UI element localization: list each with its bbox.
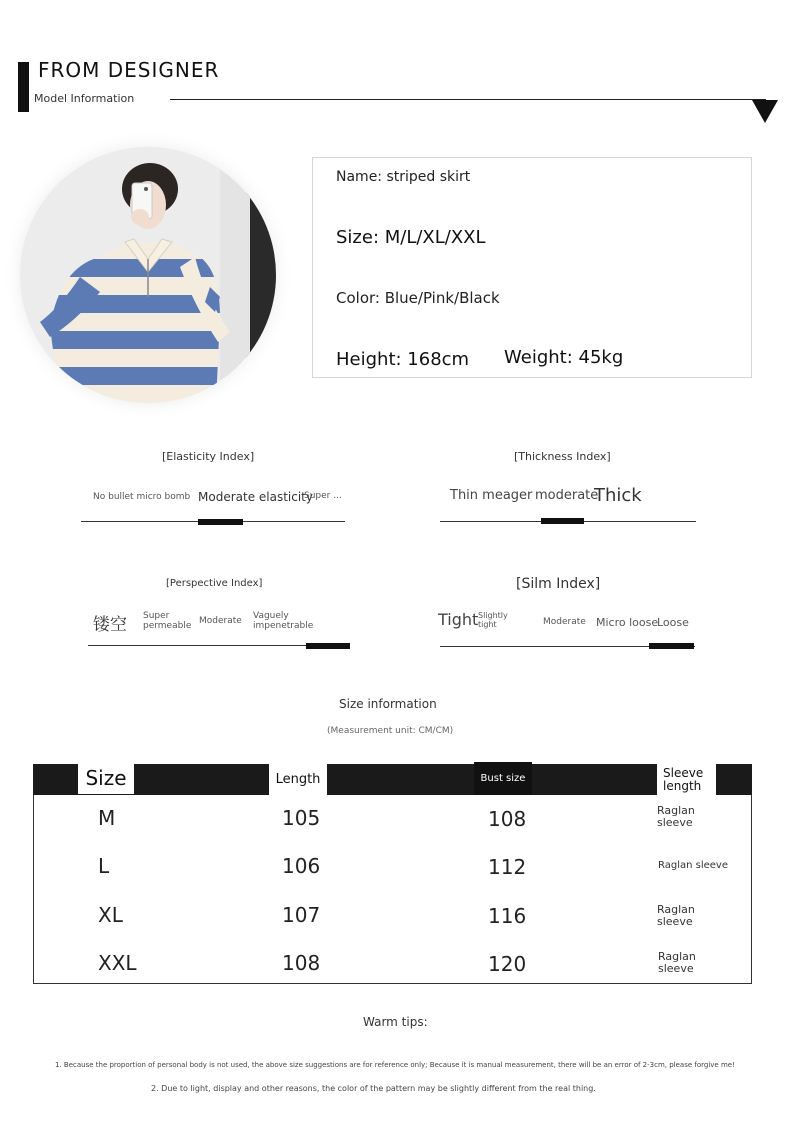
model-size: Size: M/L/XL/XXL [336, 227, 486, 248]
size-table [33, 764, 752, 984]
header-size: Size [78, 762, 134, 794]
warm-tips-title: Warm tips: [363, 1015, 428, 1029]
perspective-label-moderate: Moderate [199, 616, 242, 626]
silm-label-tight: Tight [438, 610, 479, 629]
elasticity-label-low: No bullet micro bomb [93, 492, 191, 502]
row-xxl-length: 108 [282, 951, 321, 975]
elasticity-label-high: Super ... [304, 491, 342, 501]
elasticity-label-mid: Moderate elasticity [198, 490, 313, 504]
perspective-indicator [306, 643, 350, 649]
row-xl-sleeve: Raglan sleeve [657, 903, 695, 928]
page-subtitle: Model Information [34, 92, 135, 105]
row-m-bust: 108 [488, 807, 527, 831]
model-illustration [20, 147, 276, 403]
row-xxl-bust: 120 [488, 952, 527, 976]
row-l-size: L [98, 854, 110, 878]
model-weight: Weight: 45kg [504, 347, 624, 368]
row-m-size: M [98, 806, 116, 830]
row-l-sleeve: Raglan sleeve [658, 860, 728, 871]
row-l-length: 106 [282, 854, 321, 878]
silm-label-moderate: Moderate [543, 617, 586, 627]
header-bust: Bust size [474, 762, 532, 795]
warm-tip-2: 2. Due to light, display and other reasons, the color of the pattern may be slightly different from the real thing. [151, 1084, 596, 1093]
row-xl-length: 107 [282, 903, 321, 927]
silm-label-micro-loose: Micro loose [596, 616, 659, 629]
thickness-label-mid: moderate [535, 488, 599, 503]
header-length: Length [269, 764, 327, 795]
triangle-down-icon [752, 100, 778, 123]
perspective-label-hollow: 镂空 [93, 615, 127, 635]
thickness-indicator [541, 518, 584, 524]
header-sleeve: Sleeve length [657, 764, 716, 795]
row-xxl-size: XXL [98, 951, 137, 975]
row-xxl-sleeve: Raglan sleeve [658, 950, 696, 975]
model-height: Height: 168cm [336, 349, 470, 370]
perspective-label-impenetrable: Vaguely impenetrable [253, 611, 314, 631]
model-color: Color: Blue/Pink/Black [336, 289, 500, 307]
thickness-index-title: [Thickness Index] [514, 450, 611, 463]
silm-label-slightly-tight: Slightly tight [478, 611, 508, 629]
header-accent-bar [18, 62, 29, 112]
size-table-header [33, 764, 752, 795]
silm-indicator [649, 643, 694, 649]
elasticity-indicator [198, 519, 243, 525]
silm-label-loose: Loose [657, 616, 689, 629]
row-xl-bust: 116 [488, 904, 527, 928]
warm-tip-1: 1. Because the proportion of personal body is not used, the above size suggestions are for reference only; Because it is manual measurement, there will be an error of 2-3cm, please forgive me! [55, 1061, 735, 1069]
model-photo [20, 147, 276, 403]
header-divider [170, 99, 766, 100]
size-info-unit: (Measurement unit: CM/CM) [327, 726, 454, 736]
row-xl-size: XL [98, 903, 123, 927]
row-l-bust: 112 [488, 855, 527, 879]
size-info-title: Size information [339, 697, 437, 711]
thickness-label-high: Thick [594, 485, 642, 506]
page-title: FROM DESIGNER [38, 58, 220, 82]
model-info-box [312, 157, 752, 378]
perspective-index-title: [Perspective Index] [166, 578, 263, 589]
row-m-length: 105 [282, 806, 321, 830]
perspective-label-permeable: Super permeable [143, 611, 192, 631]
row-m-sleeve: Raglan sleeve [657, 804, 695, 829]
elasticity-index-title: [Elasticity Index] [162, 450, 255, 463]
thickness-label-low: Thin meager [450, 488, 533, 503]
model-name: Name: striped skirt [336, 169, 471, 185]
silm-index-title: [Silm Index] [516, 576, 601, 592]
